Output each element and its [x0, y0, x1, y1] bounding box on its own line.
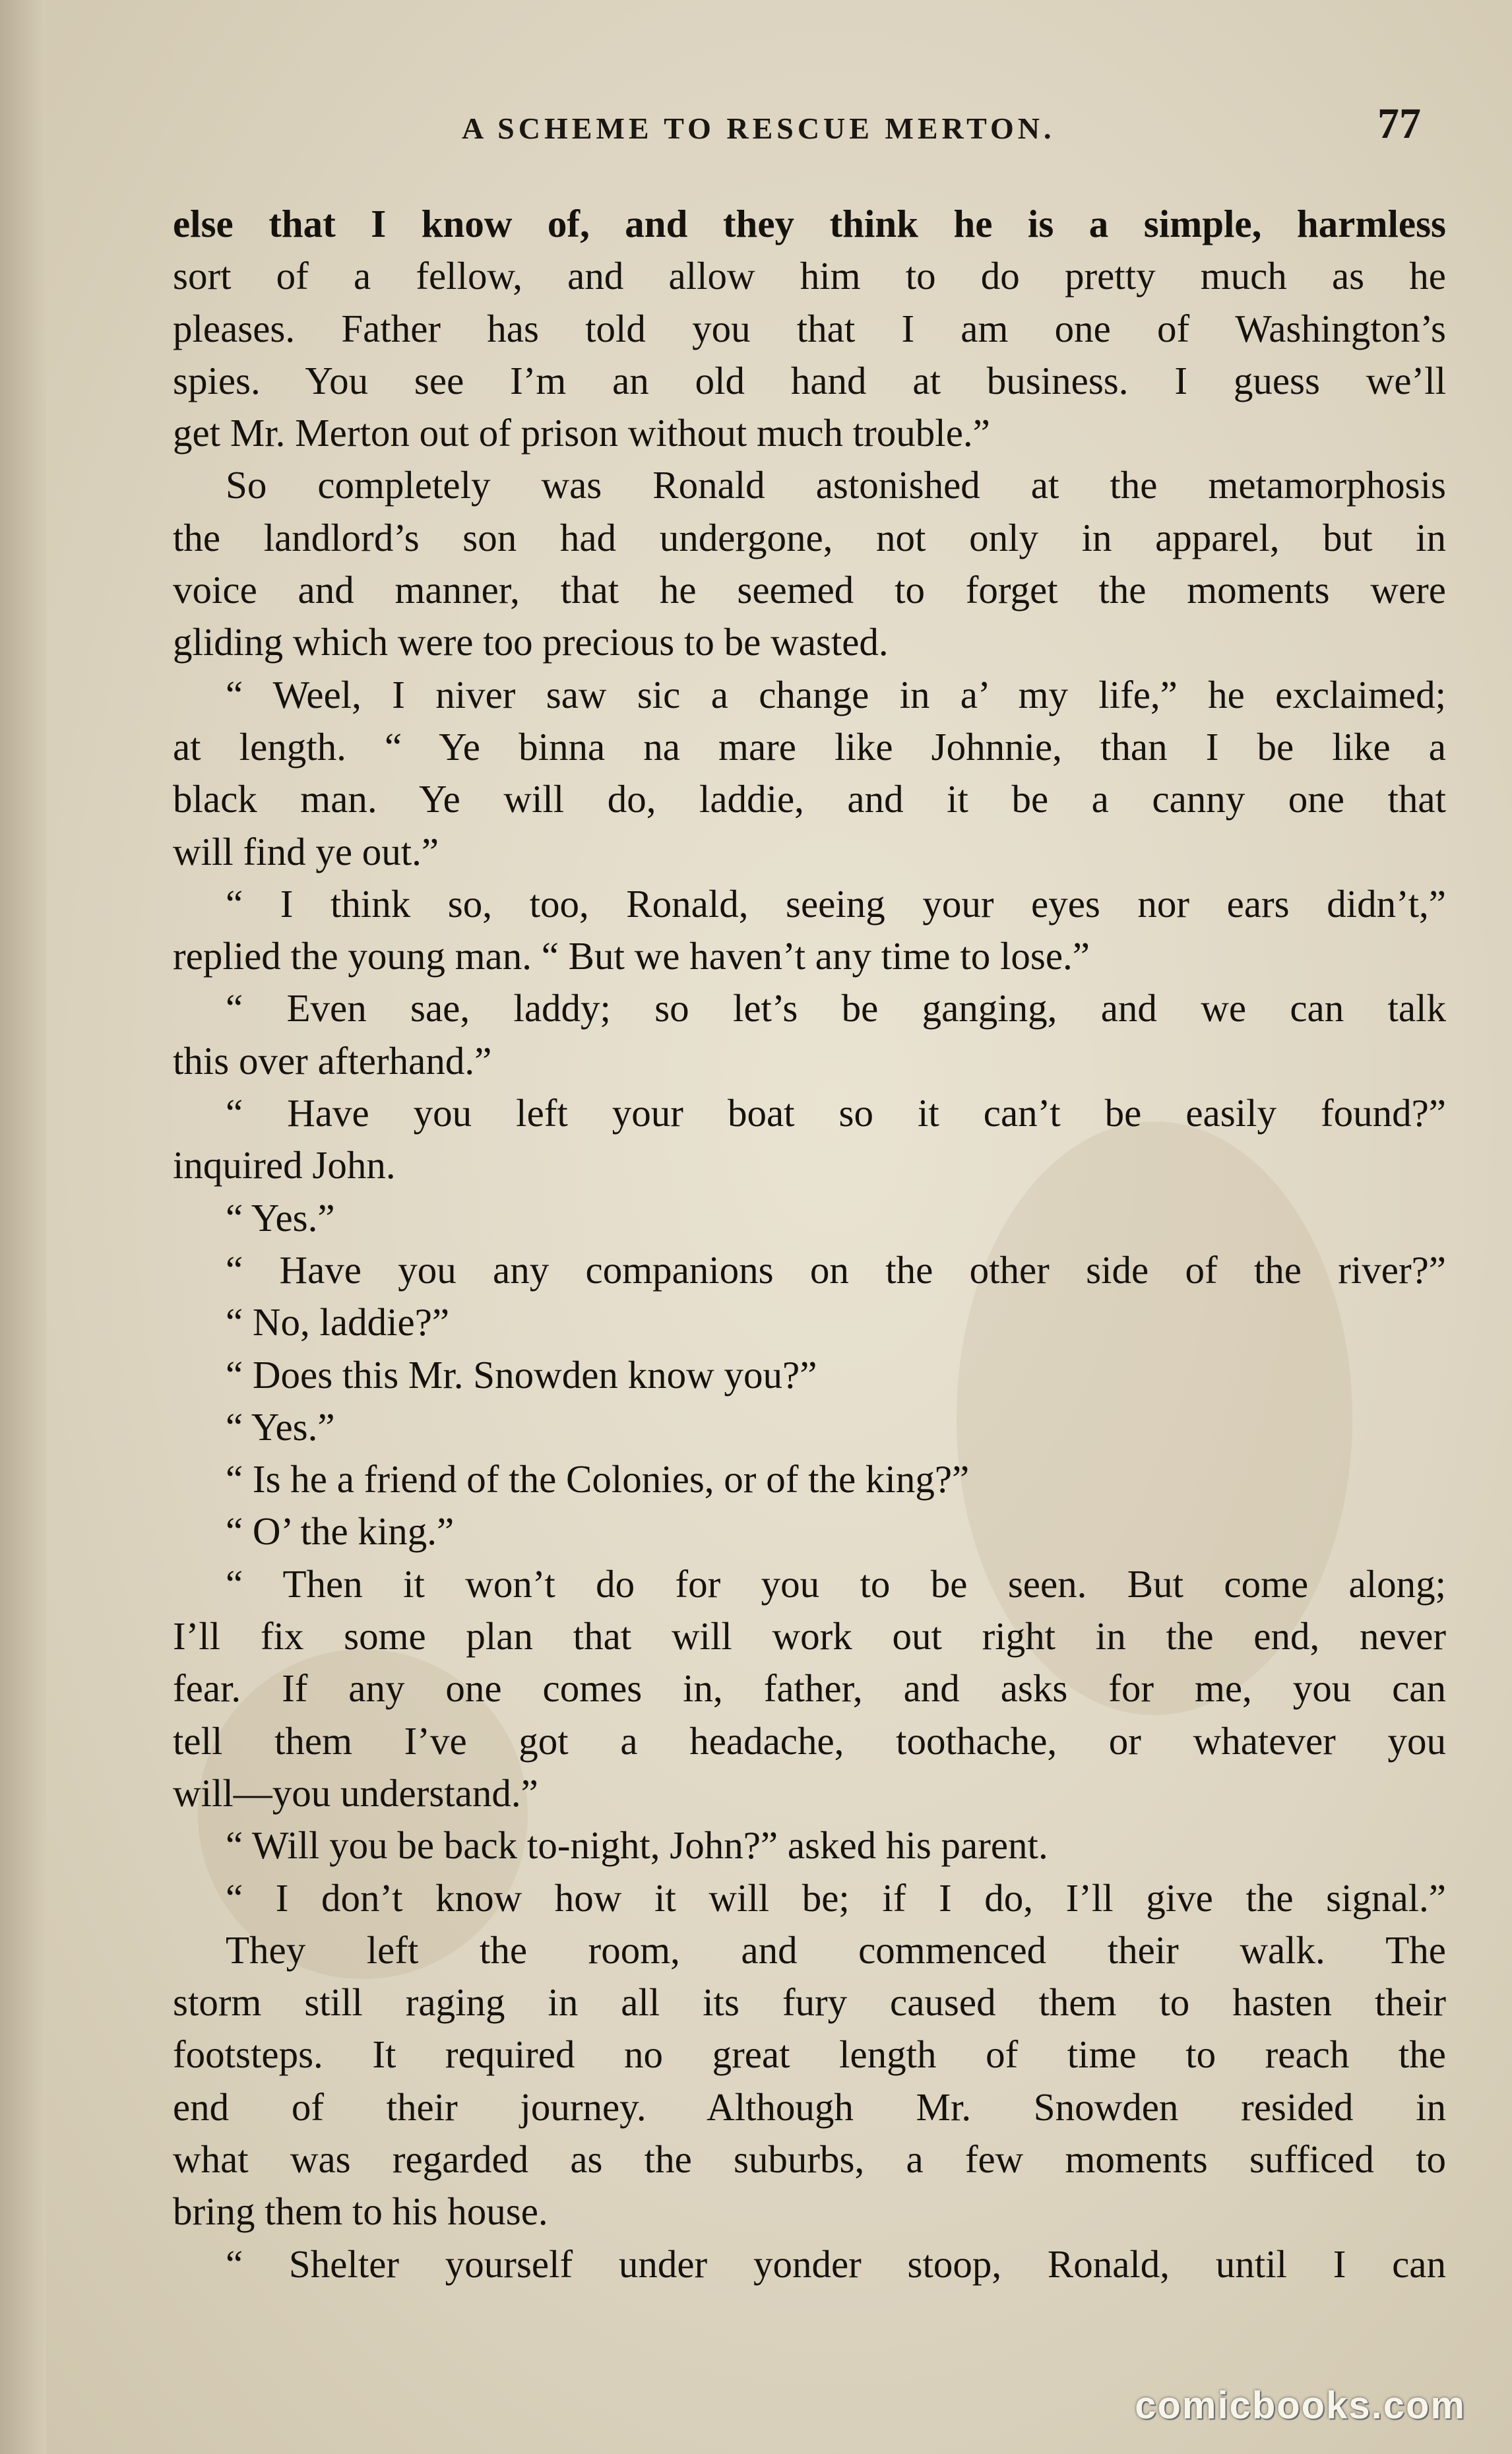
text-line: will—you understand.”: [173, 1771, 538, 1815]
text-line: sort of a fellow, and allow him to do pretty much as he: [173, 254, 1446, 298]
body-text: [173, 198, 1446, 2290]
text-line: gliding which were too precious to be wasted.: [173, 620, 889, 664]
text-line: tell them I’ve got a headache, toothache, or whatever you: [173, 1718, 1446, 1763]
page-gutter-shadow: [0, 0, 46, 2454]
text-line: “ Have you any companions on the other side of the river?”: [226, 1247, 1446, 1292]
text-line: fear. If any one comes in, father, and asks for me, you can: [173, 1666, 1446, 1711]
text-line: “ Then it won’t do for you to be seen. But come along;: [226, 1561, 1446, 1606]
text-line: I’ll fix some plan that will work out right in the end, never: [173, 1614, 1446, 1658]
text-line: “ Yes.”: [226, 1404, 335, 1449]
text-line: pleases. Father has told you that I am one of Washington’s: [173, 306, 1446, 350]
text-line: So completely was Ronald astonished at the metamorphosis: [226, 463, 1446, 507]
text-line: inquired John.: [173, 1143, 396, 1187]
text-line: “ Have you left your boat so it can’t be easily found?”: [226, 1091, 1446, 1135]
watermark-logo: comicbooks.com: [1135, 2384, 1466, 2427]
text-line: “ Shelter yourself under yonder stoop, Ronald, until I can: [226, 2242, 1446, 2286]
text-line: “ Even sae, laddy; so let’s be ganging, and we can talk: [226, 986, 1446, 1030]
text-line: “ Does this Mr. Snowden know you?”: [226, 1352, 817, 1397]
text-line: voice and manner, that he seemed to forget the moments were: [173, 568, 1446, 612]
text-line: black man. Ye will do, laddie, and it be a canny one that: [173, 777, 1446, 821]
text-line: else that I know of, and they think he is a simple, harmless: [173, 202, 1446, 245]
text-line: They left the room, and commenced their walk. The: [226, 1928, 1446, 1972]
text-line: “ Yes.”: [226, 1195, 335, 1240]
text-line: “ I don’t know how it will be; if I do, I’ll give the signal.”: [226, 1875, 1446, 1920]
running-title: A SCHEME TO RESCUE MERTON.: [462, 111, 1055, 145]
text-line: bring them to his house.: [173, 2189, 548, 2234]
text-line: will find ye out.”: [173, 829, 439, 873]
text-line: storm still raging in all its fury caused them to hasten their: [173, 1980, 1446, 2025]
text-line: at length. “ Ye binna na mare like Johnnie, than I be like a: [173, 724, 1446, 769]
text-line: end of their journey. Although Mr. Snowden resided in: [173, 2085, 1446, 2129]
text-line: “ Will you be back to-night, John?” asked his parent.: [226, 1823, 1048, 1868]
text-line: “ Is he a friend of the Colonies, or of the king?”: [226, 1457, 970, 1501]
page-number: 77: [1377, 100, 1421, 148]
text-line: “ Weel, I niver saw sic a change in a’ my life,” he exclaimed;: [226, 672, 1446, 716]
text-line: “ No, laddie?”: [226, 1300, 450, 1344]
text-line: the landlord’s son had undergone, not only in apparel, but in: [173, 515, 1446, 559]
text-line: “ I think so, too, Ronald, seeing your eyes nor ears didn’t,”: [226, 881, 1446, 926]
text-line: spies. You see I’m an old hand at business. I guess we’ll: [173, 358, 1446, 402]
text-line: footsteps. It required no great length of time to reach the: [173, 2032, 1446, 2077]
page-header: [0, 99, 1512, 152]
text-line: replied the young man. “ But we haven’t any time to lose.”: [173, 934, 1090, 978]
text-line: this over afterhand.”: [173, 1038, 492, 1083]
text-line: what was regarded as the suburbs, a few moments sufficed to: [173, 2137, 1446, 2181]
text-line: get Mr. Merton out of prison without much trouble.”: [173, 411, 990, 455]
text-line: “ O’ the king.”: [226, 1509, 455, 1554]
